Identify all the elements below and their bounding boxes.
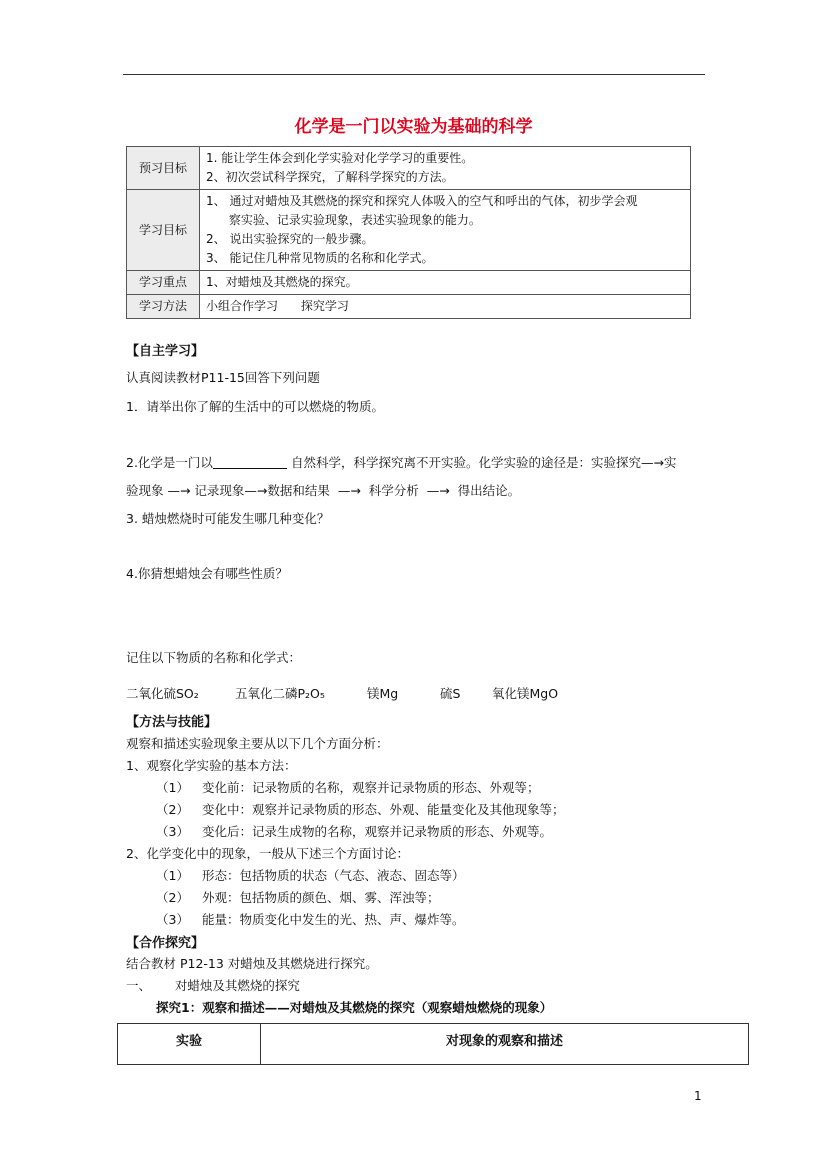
row-line: 1. 能让学生体会到化学实验对化学学习的重要性。 bbox=[206, 151, 474, 165]
list-item-number: （3） bbox=[156, 912, 189, 927]
row-label: 学习重点 bbox=[127, 271, 200, 295]
row-line: 察实验、记录实验现象，表述实验现象的能力。 bbox=[206, 213, 481, 227]
list-item: 外观：包括物质的颜色、烟、雾、浑浊等； bbox=[202, 890, 440, 905]
table-row bbox=[127, 190, 691, 271]
section-heading-coop: 【合作探究】 bbox=[126, 936, 205, 951]
methods-point-2: 2、化学变化中的现象，一般从下述三个方面讨论： bbox=[126, 846, 409, 861]
list-item-number: （2） bbox=[156, 890, 189, 905]
list-item-number: （2） bbox=[156, 802, 189, 817]
list-item-number: （1） bbox=[156, 868, 189, 883]
formula-s: 硫S bbox=[440, 686, 461, 701]
question-3: 3. 蜡烛燃烧时可能发生哪几种变化？ bbox=[126, 511, 330, 526]
question-2-prefix: 2.化学是一门以 bbox=[126, 455, 213, 470]
answer-blank[interactable] bbox=[213, 455, 287, 469]
list-item: 变化前：记录物质的名称，观察并记录物质的形态、外观等； bbox=[202, 780, 540, 795]
table-row bbox=[118, 1024, 749, 1065]
goals-table bbox=[126, 146, 691, 319]
formula-so2: 二氧化硫SO₂ bbox=[126, 686, 199, 701]
page-title: 化学是一门以实验为基础的科学 bbox=[294, 117, 533, 137]
row-label: 学习方法 bbox=[127, 295, 200, 319]
table-row bbox=[127, 147, 691, 190]
row-line: 1、对蜡烛及其燃烧的探究。 bbox=[206, 275, 358, 289]
formula-p2o5: 五氧化二磷P₂O₅ bbox=[235, 686, 325, 701]
coop-intro: 结合教材 P12-13 对蜡烛及其燃烧进行探究。 bbox=[126, 956, 378, 971]
question-2-suffix: 自然科学，科学探究离不开实验。化学实验的途径是：实验探究—→实 bbox=[290, 455, 677, 470]
explore-1-heading: 探究1：观察和描述——对蜡烛及其燃烧的探究（观察蜡烛燃烧的现象） bbox=[156, 1000, 553, 1015]
experiment-table bbox=[117, 1023, 749, 1065]
question-2-line2: 验现象 —→ 记录现象—→数据和结果 —→ 科学分析 —→ 得出结论。 bbox=[126, 483, 521, 498]
formula-mg: 镁Mg bbox=[367, 686, 399, 701]
header-rule bbox=[123, 74, 705, 75]
row-label: 学习目标 bbox=[127, 190, 200, 271]
question-2 bbox=[126, 453, 676, 471]
list-item-number: （1） bbox=[156, 780, 189, 795]
row-content bbox=[200, 190, 691, 271]
row-line: 2、 说出实验探究的一般步骤。 bbox=[206, 232, 374, 246]
row-line: 2、初次尝试科学探究，了解科学探究的方法。 bbox=[206, 170, 454, 184]
row-label: 预习目标 bbox=[127, 147, 200, 190]
list-item: 变化后：记录生成物的名称，观察并记录物质的形态、外观等。 bbox=[202, 824, 553, 839]
page-number: 1 bbox=[694, 1089, 702, 1103]
table-row bbox=[127, 271, 691, 295]
row-content bbox=[200, 295, 691, 319]
question-1: 1．请举出你了解的生活中的可以燃烧的物质。 bbox=[126, 399, 384, 414]
methods-point-1: 1、观察化学实验的基本方法： bbox=[126, 758, 297, 773]
column-header: 对现象的观察和描述 bbox=[261, 1024, 749, 1065]
table-row bbox=[127, 295, 691, 319]
remember-instruction: 记住以下物质的名称和化学式： bbox=[126, 650, 302, 665]
row-content bbox=[200, 271, 691, 295]
section-heading-methods: 【方法与技能】 bbox=[126, 715, 218, 730]
formula-mgo: 氧化镁MgO bbox=[492, 686, 559, 701]
row-line: 小组合作学习 探究学习 bbox=[206, 299, 349, 313]
coop-subheading: 一、 对蜡烛及其燃烧的探究 bbox=[126, 978, 300, 993]
methods-intro: 观察和描述实验现象主要从以下几个方面分析： bbox=[126, 736, 389, 751]
row-line: 3、 能记住几种常见物质的名称和化学式。 bbox=[206, 251, 434, 265]
question-4: 4.你猜想蜡烛会有哪些性质？ bbox=[126, 566, 288, 581]
row-content bbox=[200, 147, 691, 190]
list-item: 形态：包括物质的状态（气态、液态、固态等） bbox=[202, 868, 465, 883]
row-line: 1、 通过对蜡烛及其燃烧的探究和探究人体吸入的空气和呼出的气体，初步学会观 bbox=[206, 194, 638, 208]
list-item-number: （3） bbox=[156, 824, 189, 839]
self-study-intro: 认真阅读教材P11-15回答下列问题 bbox=[126, 370, 320, 385]
list-item: 能量：物质变化中发生的光、热、声、爆炸等。 bbox=[202, 912, 465, 927]
column-header: 实验 bbox=[118, 1024, 261, 1065]
list-item: 变化中：观察并记录物质的形态、外观、能量变化及其他现象等； bbox=[202, 802, 565, 817]
section-heading-self-study: 【自主学习】 bbox=[126, 344, 205, 359]
